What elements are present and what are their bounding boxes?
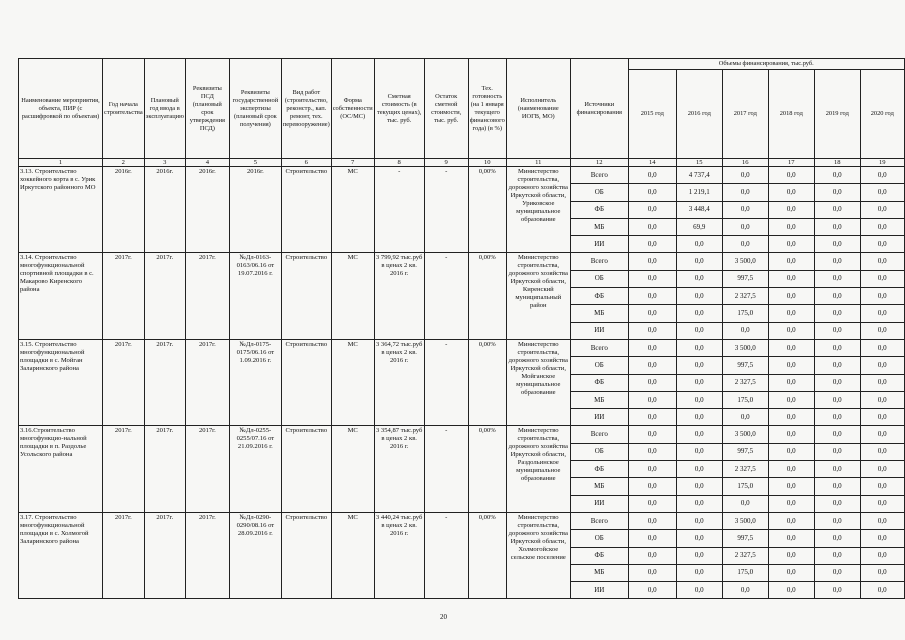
funding-value: 0,0 [676, 564, 722, 581]
column-number: 5 [229, 159, 281, 167]
funding-source: Всего [570, 512, 628, 529]
funding-value: 0,0 [676, 339, 722, 356]
header-estimated-cost: Сметная стоимость (в текущих ценах), тыс. руб. [374, 59, 424, 159]
column-number: 19 [860, 159, 904, 167]
funding-value: 0,0 [768, 461, 814, 478]
funding-value: 0,0 [628, 512, 676, 529]
funding-value: 0,0 [768, 167, 814, 184]
ownership: МС [331, 426, 374, 512]
funding-value: 0,0 [628, 495, 676, 512]
header-year: 2018 год [768, 70, 814, 159]
funding-source: Всего [570, 167, 628, 184]
funding-value: 0,0 [768, 512, 814, 529]
funding-value: 0,0 [814, 512, 860, 529]
estimated-cost: 3 364,72 тыс.руб в ценах 2 кв. 2016 г. [374, 339, 424, 425]
funding-value: 0,0 [860, 322, 904, 339]
funding-value: 0,0 [676, 530, 722, 547]
header-expertise: Реквизиты государственной экспертизы (плановый срок получения) [229, 59, 281, 159]
header-start-year: Год начала строительства [103, 59, 145, 159]
funding-value: 0,0 [860, 288, 904, 305]
funding-value: 0,0 [814, 322, 860, 339]
funding-value: 0,0 [814, 201, 860, 218]
funding-value: 0,0 [628, 184, 676, 201]
funding-value: 0,0 [860, 236, 904, 253]
remaining-cost: - [424, 167, 468, 253]
funding-value: 0,0 [860, 374, 904, 391]
table-row [19, 253, 905, 270]
header-remaining-cost: Остаток сметной стоимости, тыс. руб. [424, 59, 468, 159]
funding-value: 0,0 [814, 582, 860, 599]
funding-value: 0,0 [860, 582, 904, 599]
funding-value: 0,0 [860, 270, 904, 287]
header-year: 2019 год [814, 70, 860, 159]
funding-value: 0,0 [814, 374, 860, 391]
psd-details: 2017г. [185, 512, 229, 598]
expertise-details: 2016г. [229, 167, 281, 253]
funding-value: 0,0 [814, 236, 860, 253]
executor: Министерство строительства, дорожного хозяйства Иркутской области, Уриковское муниципальное образование [506, 167, 570, 253]
funding-value: 0,0 [814, 547, 860, 564]
funding-value: 0,0 [722, 409, 768, 426]
funding-source: МБ [570, 305, 628, 322]
funding-value: 0,0 [814, 339, 860, 356]
funding-source: ИИ [570, 322, 628, 339]
funding-value: 0,0 [628, 322, 676, 339]
funding-value: 0,0 [860, 409, 904, 426]
funding-value: 0,0 [628, 426, 676, 443]
funding-value: 0,0 [814, 461, 860, 478]
object-name: 3.14. Строительство многофункциональной спортивной площадки в с. Макарово Киренского района [19, 253, 103, 339]
funding-value: 0,0 [628, 288, 676, 305]
funding-value: 0,0 [860, 512, 904, 529]
funding-value: 0,0 [676, 270, 722, 287]
funding-value: 0,0 [722, 218, 768, 235]
funding-value: 0,0 [814, 270, 860, 287]
funding-value: 0,0 [676, 305, 722, 322]
psd-details: 2017г. [185, 339, 229, 425]
planned-year: 2017г. [144, 512, 185, 598]
funding-value: 0,0 [860, 339, 904, 356]
table-body [19, 59, 905, 599]
column-number: 11 [506, 159, 570, 167]
funding-value: 0,0 [860, 495, 904, 512]
funding-value: 0,0 [676, 582, 722, 599]
expertise-details: №Дл-0290-0290/08.16 от 28.09.2016 г. [229, 512, 281, 598]
funding-table [18, 58, 905, 599]
funding-source: ИИ [570, 495, 628, 512]
funding-value: 0,0 [676, 391, 722, 408]
funding-value: 0,0 [860, 218, 904, 235]
funding-value: 997,5 [722, 357, 768, 374]
funding-source: МБ [570, 391, 628, 408]
funding-value: 0,0 [860, 391, 904, 408]
planned-year: 2017г. [144, 253, 185, 339]
funding-value: 2 327,5 [722, 374, 768, 391]
funding-value: 997,5 [722, 530, 768, 547]
funding-value: 0,0 [814, 391, 860, 408]
funding-source: МБ [570, 478, 628, 495]
funding-value: 0,0 [628, 218, 676, 235]
column-number: 4 [185, 159, 229, 167]
funding-source: ОБ [570, 270, 628, 287]
funding-value: 0,0 [814, 409, 860, 426]
funding-value: 0,0 [676, 357, 722, 374]
funding-value: 0,0 [814, 288, 860, 305]
funding-value: 0,0 [814, 495, 860, 512]
funding-value: 175,0 [722, 564, 768, 581]
column-number: 15 [676, 159, 722, 167]
column-number: 2 [103, 159, 145, 167]
funding-value: 0,0 [860, 426, 904, 443]
funding-value: 0,0 [628, 167, 676, 184]
header-psd: Реквизиты ПСД (плановый срок утверждения ПСД) [185, 59, 229, 159]
column-number: 18 [814, 159, 860, 167]
funding-value: 0,0 [814, 443, 860, 460]
funding-source: Всего [570, 426, 628, 443]
column-number: 9 [424, 159, 468, 167]
work-type: Строительство [281, 426, 331, 512]
executor: Министерство строительства, дорожного хозяйства Иркутской области, Мойганское муниципальное образование [506, 339, 570, 425]
funding-value: 0,0 [628, 305, 676, 322]
readiness: 0,00% [468, 253, 506, 339]
funding-value: 0,0 [628, 564, 676, 581]
executor: Министерство строительства, дорожного хозяйства Иркутской области, Раздольинское муниципальное образование [506, 426, 570, 512]
funding-value: 997,5 [722, 270, 768, 287]
estimated-cost: 3 354,87 тыс.руб в ценах 2 кв. 2016 г. [374, 426, 424, 512]
funding-value: 3 500,0 [722, 512, 768, 529]
header-name: Наименование мероприятия, объекта, ПИР (с расшифровкой по объектам) [19, 59, 103, 159]
remaining-cost: - [424, 512, 468, 598]
funding-value: 0,0 [860, 547, 904, 564]
funding-value: 0,0 [768, 547, 814, 564]
ownership: МС [331, 339, 374, 425]
header-year: 2016 год [676, 70, 722, 159]
readiness: 0,00% [468, 512, 506, 598]
funding-value: 0,0 [628, 409, 676, 426]
funding-source: ИИ [570, 236, 628, 253]
psd-details: 2016г. [185, 167, 229, 253]
funding-source: МБ [570, 564, 628, 581]
funding-value: 0,0 [676, 512, 722, 529]
funding-value: 4 737,4 [676, 167, 722, 184]
funding-value: 0,0 [768, 530, 814, 547]
funding-value: 0,0 [860, 305, 904, 322]
funding-value: 0,0 [768, 391, 814, 408]
funding-value: 0,0 [768, 322, 814, 339]
funding-value: 0,0 [814, 218, 860, 235]
funding-value: 0,0 [676, 443, 722, 460]
funding-value: 0,0 [676, 374, 722, 391]
funding-value: 0,0 [628, 357, 676, 374]
funding-value: 0,0 [676, 547, 722, 564]
funding-value: 0,0 [768, 443, 814, 460]
funding-value: 0,0 [628, 391, 676, 408]
funding-value: 0,0 [676, 253, 722, 270]
funding-value: 0,0 [814, 530, 860, 547]
header-planned-year: Плановый год ввода в эксплуатацию [144, 59, 185, 159]
funding-source: ОБ [570, 530, 628, 547]
funding-value: 69,9 [676, 218, 722, 235]
header-work-type: Вид работ (строительство, реконстр., кап. ремонт, тех. перевооружение) [281, 59, 331, 159]
table-row [19, 167, 905, 184]
funding-source: МБ [570, 218, 628, 235]
work-type: Строительство [281, 253, 331, 339]
funding-value: 0,0 [676, 236, 722, 253]
funding-value: 0,0 [860, 357, 904, 374]
funding-value: 0,0 [860, 530, 904, 547]
funding-value: 3 500,0 [722, 426, 768, 443]
work-type: Строительство [281, 512, 331, 598]
funding-value: 0,0 [768, 409, 814, 426]
column-number: 7 [331, 159, 374, 167]
funding-value: 0,0 [676, 409, 722, 426]
funding-value: 0,0 [628, 443, 676, 460]
funding-value: 0,0 [722, 582, 768, 599]
planned-year: 2016г. [144, 167, 185, 253]
funding-value: 0,0 [676, 495, 722, 512]
work-type: Строительство [281, 167, 331, 253]
funding-value: 0,0 [814, 426, 860, 443]
start-year: 2017г. [103, 426, 145, 512]
funding-value: 0,0 [628, 478, 676, 495]
header-ownership: Форма собственности (ОС/МС) [331, 59, 374, 159]
funding-value: 1 219,1 [676, 184, 722, 201]
funding-value: 0,0 [628, 530, 676, 547]
readiness: 0,00% [468, 167, 506, 253]
object-name: 3.17. Строительство многофункциональной площадки в с. Холмогой Заларинского района [19, 512, 103, 598]
estimated-cost: 3 799,92 тыс.руб в ценах 2 кв. 2016 г. [374, 253, 424, 339]
funding-value: 0,0 [676, 288, 722, 305]
funding-value: 0,0 [722, 322, 768, 339]
funding-value: 0,0 [860, 443, 904, 460]
funding-source: ИИ [570, 582, 628, 599]
funding-value: 175,0 [722, 478, 768, 495]
funding-value: 0,0 [722, 167, 768, 184]
table-row [19, 512, 905, 529]
funding-value: 0,0 [768, 374, 814, 391]
funding-value: 0,0 [676, 322, 722, 339]
funding-value: 997,5 [722, 443, 768, 460]
expertise-details: №Дл-0255-0255/07.16 от 21.09.2016 г. [229, 426, 281, 512]
funding-value: 3 500,0 [722, 253, 768, 270]
funding-value: 0,0 [860, 461, 904, 478]
funding-value: 0,0 [722, 495, 768, 512]
funding-value: 0,0 [628, 253, 676, 270]
funding-source: Всего [570, 253, 628, 270]
ownership: МС [331, 512, 374, 598]
start-year: 2016г. [103, 167, 145, 253]
start-year: 2017г. [103, 339, 145, 425]
column-number: 6 [281, 159, 331, 167]
header-sources: Источники финансирования [570, 59, 628, 159]
remaining-cost: - [424, 426, 468, 512]
funding-value: 0,0 [768, 288, 814, 305]
readiness: 0,00% [468, 426, 506, 512]
header-readiness: Тех. готовность (на 1 января текущего финансового года) (в %) [468, 59, 506, 159]
funding-source: ФБ [570, 547, 628, 564]
funding-value: 0,0 [814, 184, 860, 201]
funding-value: 0,0 [676, 478, 722, 495]
remaining-cost: - [424, 253, 468, 339]
readiness: 0,00% [468, 339, 506, 425]
funding-value: 0,0 [628, 270, 676, 287]
funding-value: 0,0 [722, 184, 768, 201]
funding-value: 0,0 [768, 426, 814, 443]
funding-value: 0,0 [768, 339, 814, 356]
column-number: 12 [570, 159, 628, 167]
funding-value: 0,0 [768, 495, 814, 512]
object-name: 3.13. Строительство хоккейного корта в с. Урик Иркутского районного МО [19, 167, 103, 253]
funding-value: 0,0 [676, 426, 722, 443]
object-name: 3.16.Строительство многофункцио-нальной площадки в п. Раздолье Усольского района [19, 426, 103, 512]
funding-value: 0,0 [628, 461, 676, 478]
funding-value: 0,0 [768, 564, 814, 581]
expertise-details: №Дл-0163-0163/06.16 от 19.07.2016 г. [229, 253, 281, 339]
column-number-row [19, 159, 905, 167]
funding-value: 0,0 [768, 478, 814, 495]
planned-year: 2017г. [144, 339, 185, 425]
estimated-cost: - [374, 167, 424, 253]
funding-value: 0,0 [860, 564, 904, 581]
column-number: 14 [628, 159, 676, 167]
funding-value: 0,0 [768, 218, 814, 235]
funding-value: 2 327,5 [722, 461, 768, 478]
funding-source: ФБ [570, 461, 628, 478]
funding-value: 0,0 [768, 270, 814, 287]
header-funding-group: Объемы финансирования, тыс.руб. [628, 59, 904, 70]
object-name: 3.15. Строительство многофункциональной площадки в с. Мойган Заларинского района [19, 339, 103, 425]
expertise-details: №Дл-0175-0175/06.16 от 1.09.2016 г. [229, 339, 281, 425]
funding-value: 0,0 [814, 167, 860, 184]
executor: Министерство строительства, дорожного хозяйства Иркутской области, Киренский муниципальный район [506, 253, 570, 339]
column-number: 1 [19, 159, 103, 167]
page-number: 20 [440, 613, 447, 621]
funding-value: 0,0 [722, 236, 768, 253]
funding-value: 0,0 [860, 201, 904, 218]
funding-source: ФБ [570, 374, 628, 391]
funding-source: ОБ [570, 357, 628, 374]
funding-value: 0,0 [768, 236, 814, 253]
funding-value: 0,0 [768, 184, 814, 201]
funding-source: ОБ [570, 443, 628, 460]
psd-details: 2017г. [185, 253, 229, 339]
funding-value: 0,0 [768, 201, 814, 218]
column-number: 3 [144, 159, 185, 167]
funding-source: Всего [570, 339, 628, 356]
funding-value: 0,0 [768, 305, 814, 322]
table-row [19, 339, 905, 356]
funding-value: 0,0 [814, 305, 860, 322]
work-type: Строительство [281, 339, 331, 425]
funding-value: 0,0 [860, 184, 904, 201]
header-year: 2017 год [722, 70, 768, 159]
funding-value: 0,0 [628, 582, 676, 599]
header-year: 2020 год [860, 70, 904, 159]
funding-value: 175,0 [722, 305, 768, 322]
funding-value: 0,0 [676, 461, 722, 478]
start-year: 2017г. [103, 512, 145, 598]
funding-value: 0,0 [768, 357, 814, 374]
executor: Министерство строительства, дорожного хозяйства Иркутской области, Холмогойское сельское поселение [506, 512, 570, 598]
funding-value: 0,0 [628, 236, 676, 253]
funding-value: 0,0 [860, 167, 904, 184]
funding-value: 0,0 [628, 201, 676, 218]
column-number: 10 [468, 159, 506, 167]
estimated-cost: 3 440,24 тыс.руб в ценах 2 кв. 2016 г. [374, 512, 424, 598]
funding-value: 0,0 [768, 253, 814, 270]
column-number: 8 [374, 159, 424, 167]
funding-value: 0,0 [628, 339, 676, 356]
funding-value: 2 327,5 [722, 547, 768, 564]
remaining-cost: - [424, 339, 468, 425]
column-number: 17 [768, 159, 814, 167]
funding-value: 0,0 [814, 478, 860, 495]
ownership: МС [331, 253, 374, 339]
funding-source: ФБ [570, 201, 628, 218]
funding-value: 0,0 [814, 564, 860, 581]
column-number: 16 [722, 159, 768, 167]
funding-value: 0,0 [860, 253, 904, 270]
header-executor: Исполнитель (наименование ИОГВ, МО) [506, 59, 570, 159]
funding-source: ИИ [570, 409, 628, 426]
funding-value: 3 500,0 [722, 339, 768, 356]
header-year: 2015 год [628, 70, 676, 159]
funding-source: ФБ [570, 288, 628, 305]
funding-value: 0,0 [814, 253, 860, 270]
funding-value: 0,0 [722, 201, 768, 218]
funding-value: 2 327,5 [722, 288, 768, 305]
funding-value: 175,0 [722, 391, 768, 408]
funding-value: 0,0 [628, 374, 676, 391]
planned-year: 2017г. [144, 426, 185, 512]
funding-value: 0,0 [628, 547, 676, 564]
table-row [19, 426, 905, 443]
funding-source: ОБ [570, 184, 628, 201]
funding-value: 3 448,4 [676, 201, 722, 218]
psd-details: 2017г. [185, 426, 229, 512]
funding-value: 0,0 [814, 357, 860, 374]
start-year: 2017г. [103, 253, 145, 339]
funding-value: 0,0 [860, 478, 904, 495]
ownership: МС [331, 167, 374, 253]
funding-value: 0,0 [768, 582, 814, 599]
